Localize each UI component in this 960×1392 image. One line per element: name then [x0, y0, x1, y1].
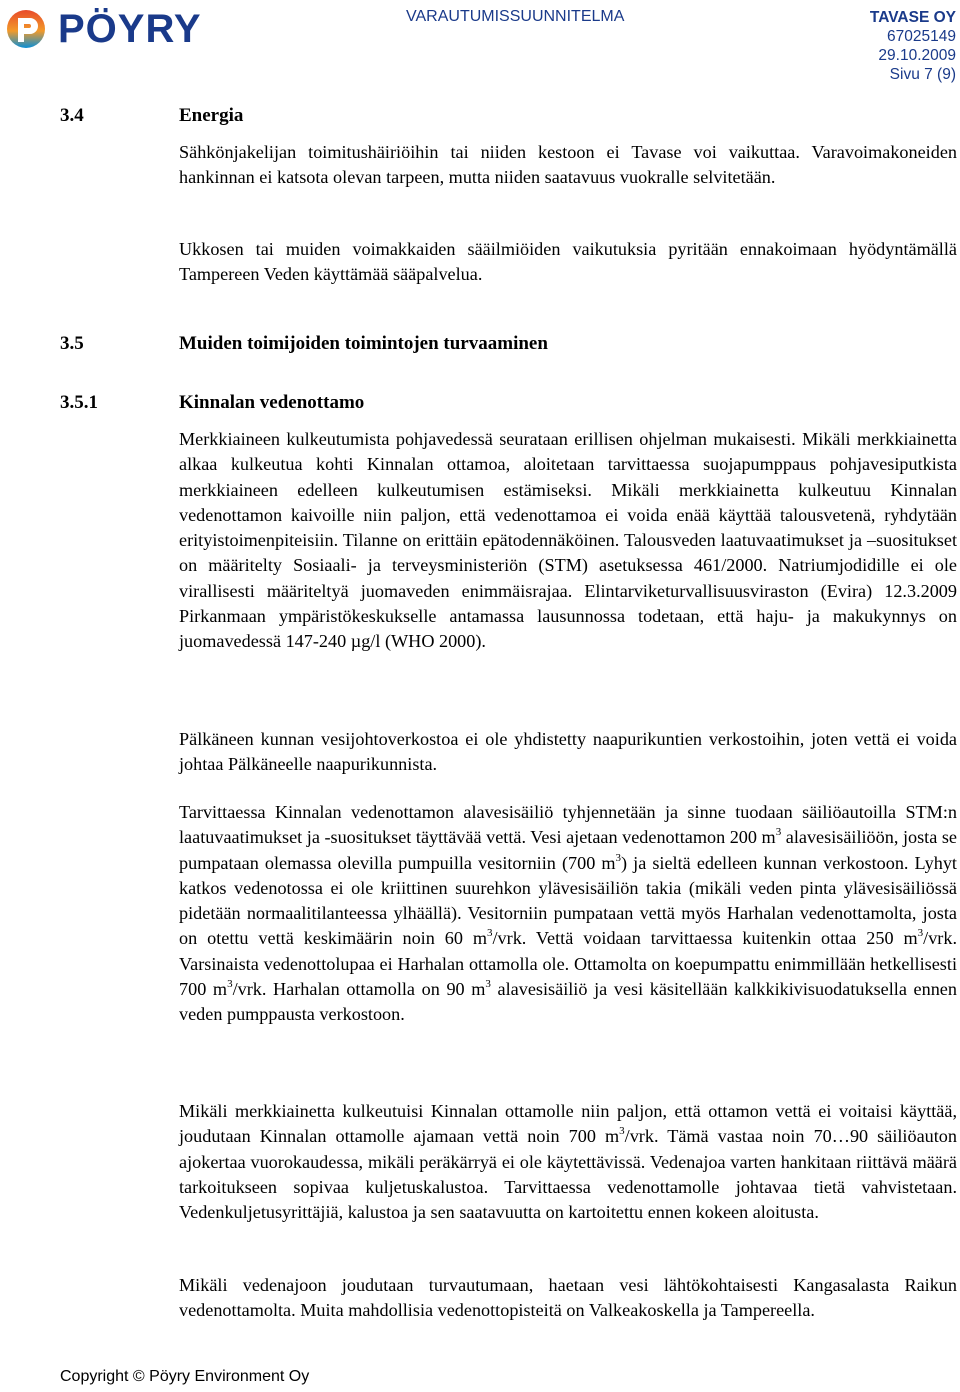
section-number: 3.4 [60, 105, 84, 126]
poyry-logo [4, 6, 244, 52]
paragraph: Pälkäneen kunnan vesijohtoverkostoa ei ole yhdistetty naapurikuntien verkostoihin, joten vettä ei voida johtaa Pälkäneelle naapurikunnista. [179, 729, 957, 775]
superscript: 3 [615, 851, 622, 864]
paragraph [179, 800, 957, 1028]
superscript: 3 [917, 927, 924, 940]
document-type: VARAUTUMISSUUNNITELMA [406, 8, 625, 25]
text-run: /vrk. Vettä voidaan tarvittaessa kuitenkin ottaa 250 m [492, 928, 918, 949]
text-run: /vrk. Harhalan ottamolla on 90 m [232, 979, 486, 1000]
section-number: 3.5.1 [60, 392, 98, 413]
document-date: 29.10.2009 [878, 47, 956, 64]
text-run: Tarvittaessa Kinnalan vedenottamon alavesisäiliö tyhjennetään ja sinne tuodaan säiliöautoilla STM:n laatuvaatimukset ja -suositukset täyttävää vettä. Vesi ajetaan vedenottamon 200 m [179, 802, 957, 848]
header-info [870, 8, 956, 84]
text-run: Mikäli merkkiainetta kulkeutuisi Kinnalan ottamolle niin paljon, että ottamon vettä ei voitaisi käyttää, joudutaan Kinnalan ottamolle ajamaan vettä noin 700 m [179, 1101, 957, 1147]
superscript: 3 [619, 1125, 625, 1138]
superscript: 3 [775, 826, 782, 839]
section-title: Muiden toimijoiden toimintojen turvaaminen [179, 333, 548, 354]
superscript: 3 [485, 978, 491, 991]
text-run: /vrk. Tämä vastaa noin 70…90 säiliöauton ajokertaa vuorokaudessa, mikäli peräkärryä ei ole käytettävissä. Vedenajoa varten hankitaan riittävä määrä tarkoitukseen sopivaa kuljetuskalustoa. Tarvittaessa vedenottamolle johtavaa tietä vahvistetaan. Vedenkuljetusyrittäjiä, kalustoa ja sen saatavuutta on kartoitettu ennen kokeen aloitusta. [179, 1126, 957, 1223]
logo-wordmark: PÖYRY [58, 6, 202, 51]
superscript: 3 [227, 978, 233, 991]
text-run: alavesisäiliö ja vesi käsitellään kalkkikivisuodatuksella ennen veden pumppausta verkostoon. [179, 979, 957, 1025]
copyright-footer: Copyright © Pöyry Environment Oy [60, 1368, 310, 1385]
superscript: 3 [487, 927, 493, 940]
paragraph [179, 1099, 957, 1225]
paragraph: Mikäli vedenajoon joudutaan turvautumaan, haetaan vesi lähtökohtaisesti Kangasalasta Raikun vedenottamolta. Muita mahdollisia vedenottopisteitä on Valkeakoskella ja Tampereella. [179, 1275, 957, 1321]
section-title: Energia [179, 105, 244, 126]
section-title: Kinnalan vedenottamo [179, 392, 365, 413]
section-number: 3.5 [60, 333, 84, 354]
client-name: TAVASE OY [869, 9, 956, 26]
paragraph: Merkkiaineen kulkeutumista pohjavedessä seurataan erillisen ohjelman mukaisesti. Mikäli merkkiainetta alkaa kulkeutua kohti Kinnalan ottamoa, aloitetaan tarvittaessa suojapumppaus pohjavesiputkista merkkiaineen edelleen kulkeutumisen estämiseksi. Mikäli merkkiainetta kulkeutuu Kinnalan vedenottamon kaivoille niin paljon, että vedenottamoa ei voida enää käyttää talousvetenä, ryhdytään erityistoimenpiteisiin. Tilanne on erittäin epätodennäköinen. Talousveden laatuvaatimukset ja –suositukset on määritelty Sosiaali- ja terveysministeriön (STM) asetuksessa 461/2000. Natriumjodidille ei ole virallisesti määriteltyä juomaveden enimmäisrajaa. Elintarviketurvallisuusviraston (Evira) 12.3.2009 Pirkanmaan ympäristökeskukselle antamassa lausunnossa todetaan, että haju- ja makukynnys on juomavedessä 147-240 µg/l (WHO 2000). [179, 429, 957, 652]
project-number: 67025149 [887, 28, 956, 45]
page-number: Sivu 7 (9) [889, 66, 956, 83]
poyry-logo-icon [4, 6, 56, 52]
paragraph: Ukkosen tai muiden voimakkaiden sääilmiöiden vaikutuksia pyritään ennakoimaan hyödyntämällä Tampereen Veden käyttämää sääpalvelua. [179, 239, 957, 285]
paragraph: Sähkönjakelijan toimitushäiriöihin tai niiden kestoon ei Tavase voi vaikuttaa. Varavoimakoneiden hankinnan ei katsota olevan tarpeen, mutta niiden saatavuus vuokralle selvitetään. [179, 142, 957, 188]
text-run: alavesisäiliöön, josta se pumpataan olemassa olevilla pumpuilla vesitorniin (700 m [179, 827, 957, 873]
text-run: ) ja sieltä edelleen kunnan verkostoon. Lyhyt katkos vedenotossa ei ole kriittinen suurehkon ylävesisäiliön takia (mikäli veden pinta ylävesisäiliössä pidetään normaalitilanteessa ylhäällä). Vesitorniin pumpataan vettä myös Harhalan vedenottamolta, josta on otettu vettä keskimäärin noin 60 m [179, 852, 957, 949]
text-run: /vrk. Varsinaista vedenottolupaa ei Harhalan ottamolla ole. Ottamolta on koepumpattu enimmillään hetkellisesti 700 m [179, 928, 957, 1000]
